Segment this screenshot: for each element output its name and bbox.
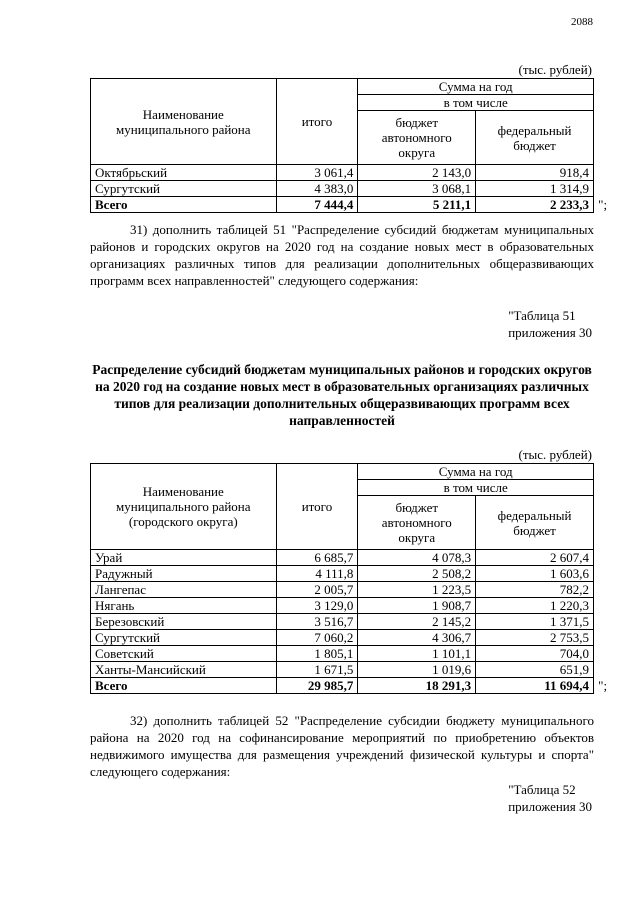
- row-fed: 1 314,9: [476, 181, 594, 197]
- row-fed: 1 603,6: [476, 566, 594, 582]
- row-name: Урай: [91, 550, 277, 566]
- row-fed: 782,2: [476, 582, 594, 598]
- budget-ao-header: бюджет автономного округа: [358, 496, 476, 550]
- total-row-name: Всего: [91, 197, 277, 213]
- row-fed: 918,4: [476, 165, 594, 181]
- row-name: Ханты-Мансийский: [91, 662, 277, 678]
- total-row: [91, 678, 594, 694]
- total-row: [91, 197, 594, 213]
- federal-budget-header: федеральный бюджет: [476, 496, 594, 550]
- row-ao: 1 223,5: [358, 582, 476, 598]
- table-row: [91, 630, 594, 646]
- table-row: [91, 550, 594, 566]
- total-header: итого: [276, 79, 358, 165]
- row-total: 3 061,4: [276, 165, 358, 181]
- row-ao: 2 145,2: [358, 614, 476, 630]
- paragraph-31: [90, 221, 594, 289]
- paragraph-32: [90, 712, 594, 780]
- unit-label-1: (тыс. рублей): [518, 62, 592, 77]
- row-ao: 2 143,0: [358, 165, 476, 181]
- table-52-note: [508, 781, 592, 815]
- row-total: 1 671,5: [276, 662, 358, 678]
- including-header: в том числе: [358, 480, 594, 496]
- row-name: Березовский: [91, 614, 277, 630]
- paragraph-31-text: 31) дополнить таблицей 51 "Распределение субсидий бюджетам муниципальных районов и городских округов на 2020 год на создание новых мест в образовательных организациях различных типов для реализации дополнительных общеразвивающих программ всех направленностей" следующего содержания:: [90, 222, 594, 288]
- table-51-title: Распределение субсидий бюджетам муниципальных районов и городских округов на 2020 год на создание новых мест в образовательных организациях различных типов для реализации дополнительных общеразвивающих программ всех направленностей: [92, 362, 592, 428]
- name-header: Наименование муниципального района: [91, 79, 277, 165]
- paragraph-32-text: 32) дополнить таблицей 52 "Распределение субсидии бюджету муниципального района на 2020 год на софинансирование мероприятий по приобретению объектов недвижимого имущества для размещения учреждений физической культуры и спорта" следующего содержания:: [90, 713, 594, 779]
- budget-ao-header: бюджет автономного округа: [358, 111, 476, 165]
- total-row-fed: 2 233,3: [550, 197, 589, 212]
- table-row: [91, 614, 594, 630]
- row-name: Лангепас: [91, 582, 277, 598]
- row-total: 3 129,0: [276, 598, 358, 614]
- total-row-ao: 5 211,1: [358, 197, 476, 213]
- page-number: 2088: [571, 16, 593, 28]
- quote-tail: ";: [598, 678, 608, 693]
- row-name: Сургутский: [91, 181, 277, 197]
- row-ao: 4 078,3: [358, 550, 476, 566]
- including-header: в том числе: [358, 95, 594, 111]
- table-row: [91, 662, 594, 678]
- sum-per-year-header: Сумма на год: [358, 79, 594, 95]
- row-name: Советский: [91, 646, 277, 662]
- table-row: [91, 646, 594, 662]
- row-ao: 1 101,1: [358, 646, 476, 662]
- total-row-total: 7 444,4: [276, 197, 358, 213]
- row-total: 3 516,7: [276, 614, 358, 630]
- name-header: Наименование муниципального района (городского округа): [91, 464, 277, 550]
- row-total: 4 111,8: [276, 566, 358, 582]
- row-fed: 2 753,5: [476, 630, 594, 646]
- row-ao: 1 908,7: [358, 598, 476, 614]
- row-fed: 651,9: [476, 662, 594, 678]
- total-row-fed-cell: [476, 678, 608, 694]
- row-ao: 1 019,6: [358, 662, 476, 678]
- total-row-ao: 18 291,3: [358, 678, 476, 694]
- row-name: Радужный: [91, 566, 277, 582]
- row-fed: 2 607,4: [476, 550, 594, 566]
- table-52-note-line1: "Таблица 52: [508, 782, 576, 797]
- row-fed: 1 220,3: [476, 598, 594, 614]
- table-row: [91, 181, 594, 197]
- table-51: [90, 463, 608, 694]
- table-row: [91, 582, 594, 598]
- row-name: Сургутский: [91, 630, 277, 646]
- table-52-note-line2: приложения 30: [508, 799, 592, 814]
- row-ao: 4 306,7: [358, 630, 476, 646]
- row-total: 6 685,7: [276, 550, 358, 566]
- total-row-total: 29 985,7: [276, 678, 358, 694]
- total-row-fed: 11 694,4: [544, 678, 589, 693]
- total-row-fed-cell: [476, 197, 608, 213]
- table-row: [91, 165, 594, 181]
- quote-tail: ";: [598, 197, 608, 212]
- unit-label-2: (тыс. рублей): [518, 447, 592, 462]
- row-ao: 2 508,2: [358, 566, 476, 582]
- total-row-name: Всего: [91, 678, 277, 694]
- table-51-note-line1: "Таблица 51: [508, 308, 576, 323]
- row-total: 1 805,1: [276, 646, 358, 662]
- table-row: [91, 566, 594, 582]
- row-name: Нягань: [91, 598, 277, 614]
- row-name: Октябрьский: [91, 165, 277, 181]
- row-total: 2 005,7: [276, 582, 358, 598]
- table-1: [90, 78, 608, 213]
- table-row: [91, 598, 594, 614]
- row-total: 7 060,2: [276, 630, 358, 646]
- row-fed: 704,0: [476, 646, 594, 662]
- sum-per-year-header: Сумма на год: [358, 464, 594, 480]
- row-total: 4 383,0: [276, 181, 358, 197]
- row-ao: 3 068,1: [358, 181, 476, 197]
- table-51-note-line2: приложения 30: [508, 325, 592, 340]
- federal-budget-header: федеральный бюджет: [476, 111, 594, 165]
- row-fed: 1 371,5: [476, 614, 594, 630]
- table-51-note: [508, 307, 592, 341]
- total-header: итого: [276, 464, 358, 550]
